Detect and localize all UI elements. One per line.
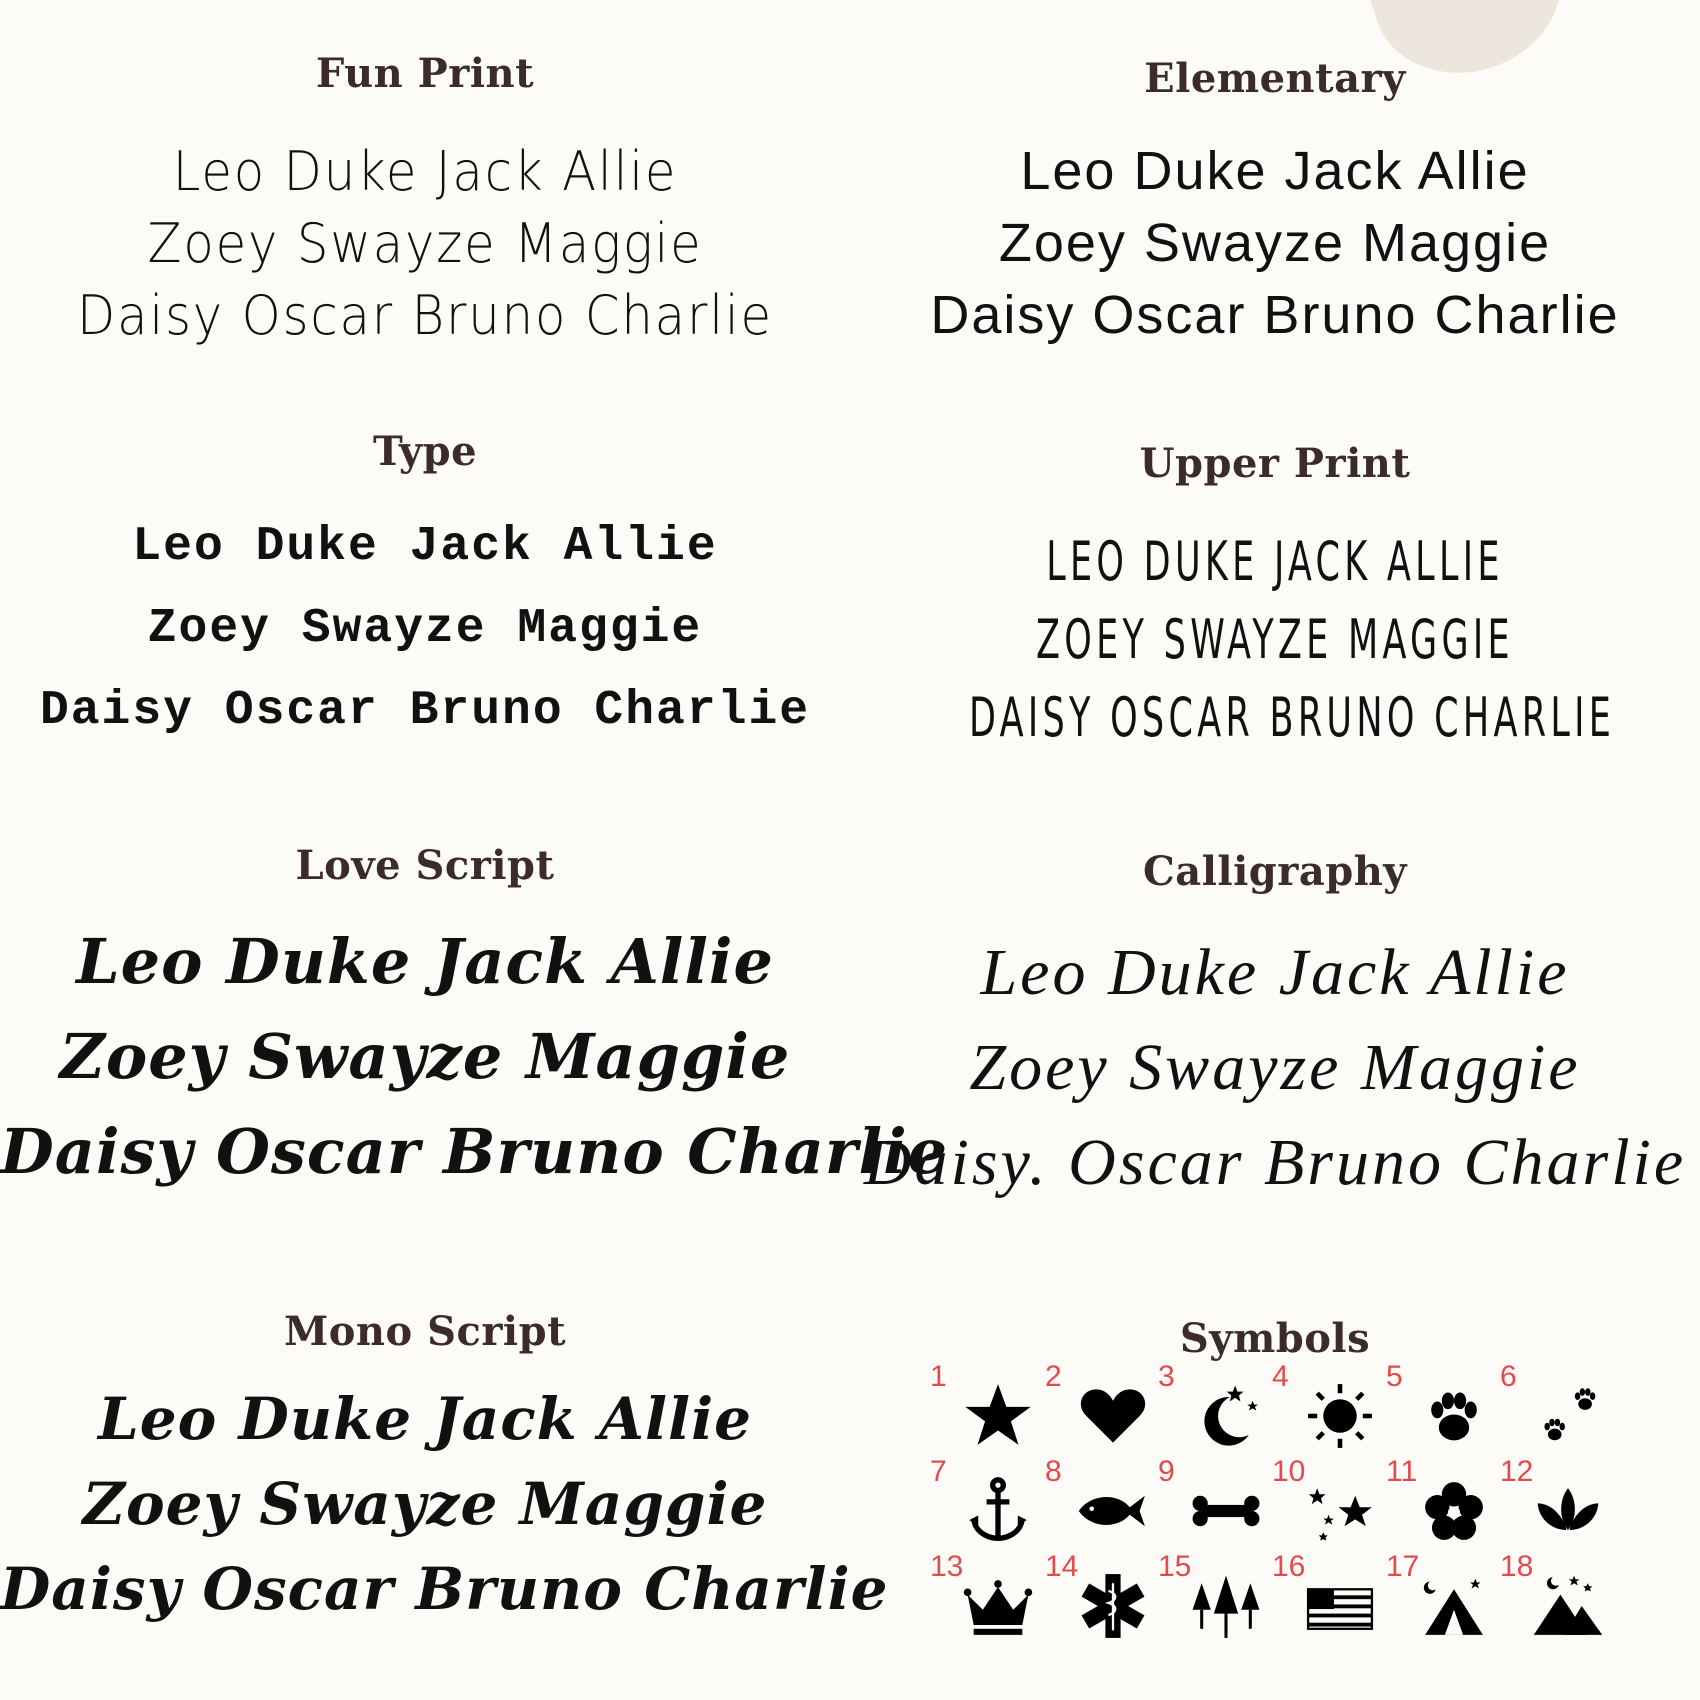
sample-line: LEO DUKE JACK ALLIE	[1046, 530, 1504, 593]
fish-icon	[1075, 1473, 1151, 1549]
symbol-item[interactable]	[1045, 1360, 1155, 1455]
symbol-number: 6	[1500, 1360, 1517, 1393]
sample-line: Leo Duke Jack Allie	[132, 520, 718, 574]
symbol-number: 18	[1500, 1550, 1534, 1583]
sample-line: Daisy Oscar Bruno Charlie	[930, 285, 1620, 345]
symbol-item[interactable]	[1272, 1455, 1382, 1550]
font-title: Calligraphy	[1142, 848, 1408, 895]
symbol-item[interactable]	[1386, 1455, 1496, 1550]
symbol-item[interactable]	[1045, 1550, 1155, 1645]
sample-line: Leo Duke Jack Allie	[97, 1385, 753, 1453]
star-icon	[960, 1378, 1036, 1454]
sample-line: Daisy Oscar Bruno Charlie	[39, 684, 811, 738]
symbol-item[interactable]	[1158, 1455, 1268, 1550]
sample-line: Leo Duke Jack Allie	[1020, 141, 1530, 201]
bone-icon	[1188, 1473, 1264, 1549]
symbol-item[interactable]	[1158, 1360, 1268, 1455]
symbol-item[interactable]	[1500, 1360, 1610, 1455]
symbols-grid	[900, 1360, 1620, 1660]
sample-line: ZOEY SWAYZE MAGGIE	[1036, 608, 1514, 671]
symbol-item[interactable]	[930, 1360, 1040, 1455]
symbol-number: 4	[1272, 1360, 1289, 1393]
symbol-item[interactable]	[1272, 1550, 1382, 1645]
font-title: Elementary	[1144, 55, 1406, 102]
anchor-icon	[960, 1473, 1036, 1549]
pine-trees-icon	[1188, 1568, 1264, 1644]
symbol-number: 10	[1272, 1455, 1306, 1488]
sample-line: DAISY OSCAR BRUNO CHARLIE	[969, 686, 1616, 749]
flower-icon	[1416, 1473, 1492, 1549]
symbol-item[interactable]	[1386, 1550, 1496, 1645]
symbol-number: 16	[1272, 1550, 1306, 1583]
symbol-number: 15	[1158, 1550, 1192, 1583]
font-title: Upper Print	[1139, 440, 1411, 487]
font-title: Mono Script	[283, 1308, 567, 1355]
symbol-number: 11	[1386, 1455, 1418, 1488]
sample-line: Leo Duke Jack Allie	[76, 925, 774, 998]
font-title: Type	[372, 428, 478, 475]
symbol-item[interactable]	[1158, 1550, 1268, 1645]
sun-icon	[1302, 1378, 1378, 1454]
moon-stars-icon	[1188, 1378, 1264, 1454]
sample-line: Zoey Swayze Maggie	[147, 212, 703, 275]
symbol-item[interactable]	[1500, 1455, 1610, 1550]
symbol-item[interactable]	[930, 1455, 1040, 1550]
sample-line: Daisy. Oscar Bruno Charlie	[863, 1126, 1687, 1199]
symbol-item[interactable]	[1045, 1455, 1155, 1550]
symbol-number: 13	[930, 1550, 964, 1583]
sample-line: Daisy Oscar Bruno Charlie	[77, 284, 773, 347]
symbol-item[interactable]	[930, 1550, 1040, 1645]
symbol-number: 1	[930, 1360, 947, 1393]
crown-icon	[960, 1568, 1036, 1644]
sample-line: Zoey Swayze Maggie	[998, 213, 1552, 273]
stars-icon	[1302, 1473, 1378, 1549]
sample-line: Zoey Swayze Maggie	[59, 1020, 791, 1093]
symbol-number: 12	[1500, 1455, 1534, 1488]
symbol-number: 5	[1386, 1360, 1403, 1393]
tent-icon	[1416, 1568, 1492, 1644]
us-flag-icon	[1302, 1568, 1378, 1644]
mountains-icon	[1530, 1568, 1606, 1644]
lotus-icon	[1530, 1473, 1606, 1549]
sample-line: Zoey Swayze Maggie	[147, 602, 703, 656]
symbol-number: 8	[1045, 1455, 1062, 1488]
sample-line: Zoey Swayze Maggie	[969, 1031, 1581, 1104]
symbol-number: 14	[1045, 1550, 1079, 1583]
font-title: Fun Print	[315, 50, 535, 97]
symbol-number: 3	[1158, 1360, 1175, 1393]
sample-line: Leo Duke Jack Allie	[980, 936, 1570, 1009]
heart-icon	[1075, 1378, 1151, 1454]
symbol-number: 17	[1386, 1550, 1420, 1583]
font-title: Love Script	[295, 842, 555, 889]
symbol-item[interactable]	[1386, 1360, 1496, 1455]
medical-star-icon	[1075, 1568, 1151, 1644]
sample-line: Zoey Swayze Maggie	[82, 1470, 768, 1538]
symbol-number: 9	[1158, 1455, 1175, 1488]
symbol-number: 2	[1045, 1360, 1062, 1393]
sample-line: Daisy Oscar Bruno Charlie	[0, 1115, 949, 1188]
symbol-number: 7	[930, 1455, 947, 1488]
font-title: Symbols	[1179, 1315, 1371, 1362]
sample-line: Leo Duke Jack Allie	[172, 140, 678, 203]
paw-prints-icon	[1530, 1378, 1606, 1454]
symbol-item[interactable]	[1272, 1360, 1382, 1455]
symbol-item[interactable]	[1500, 1550, 1610, 1645]
paw-icon	[1416, 1378, 1492, 1454]
sample-line: Daisy Oscar Bruno Charlie	[0, 1555, 889, 1623]
